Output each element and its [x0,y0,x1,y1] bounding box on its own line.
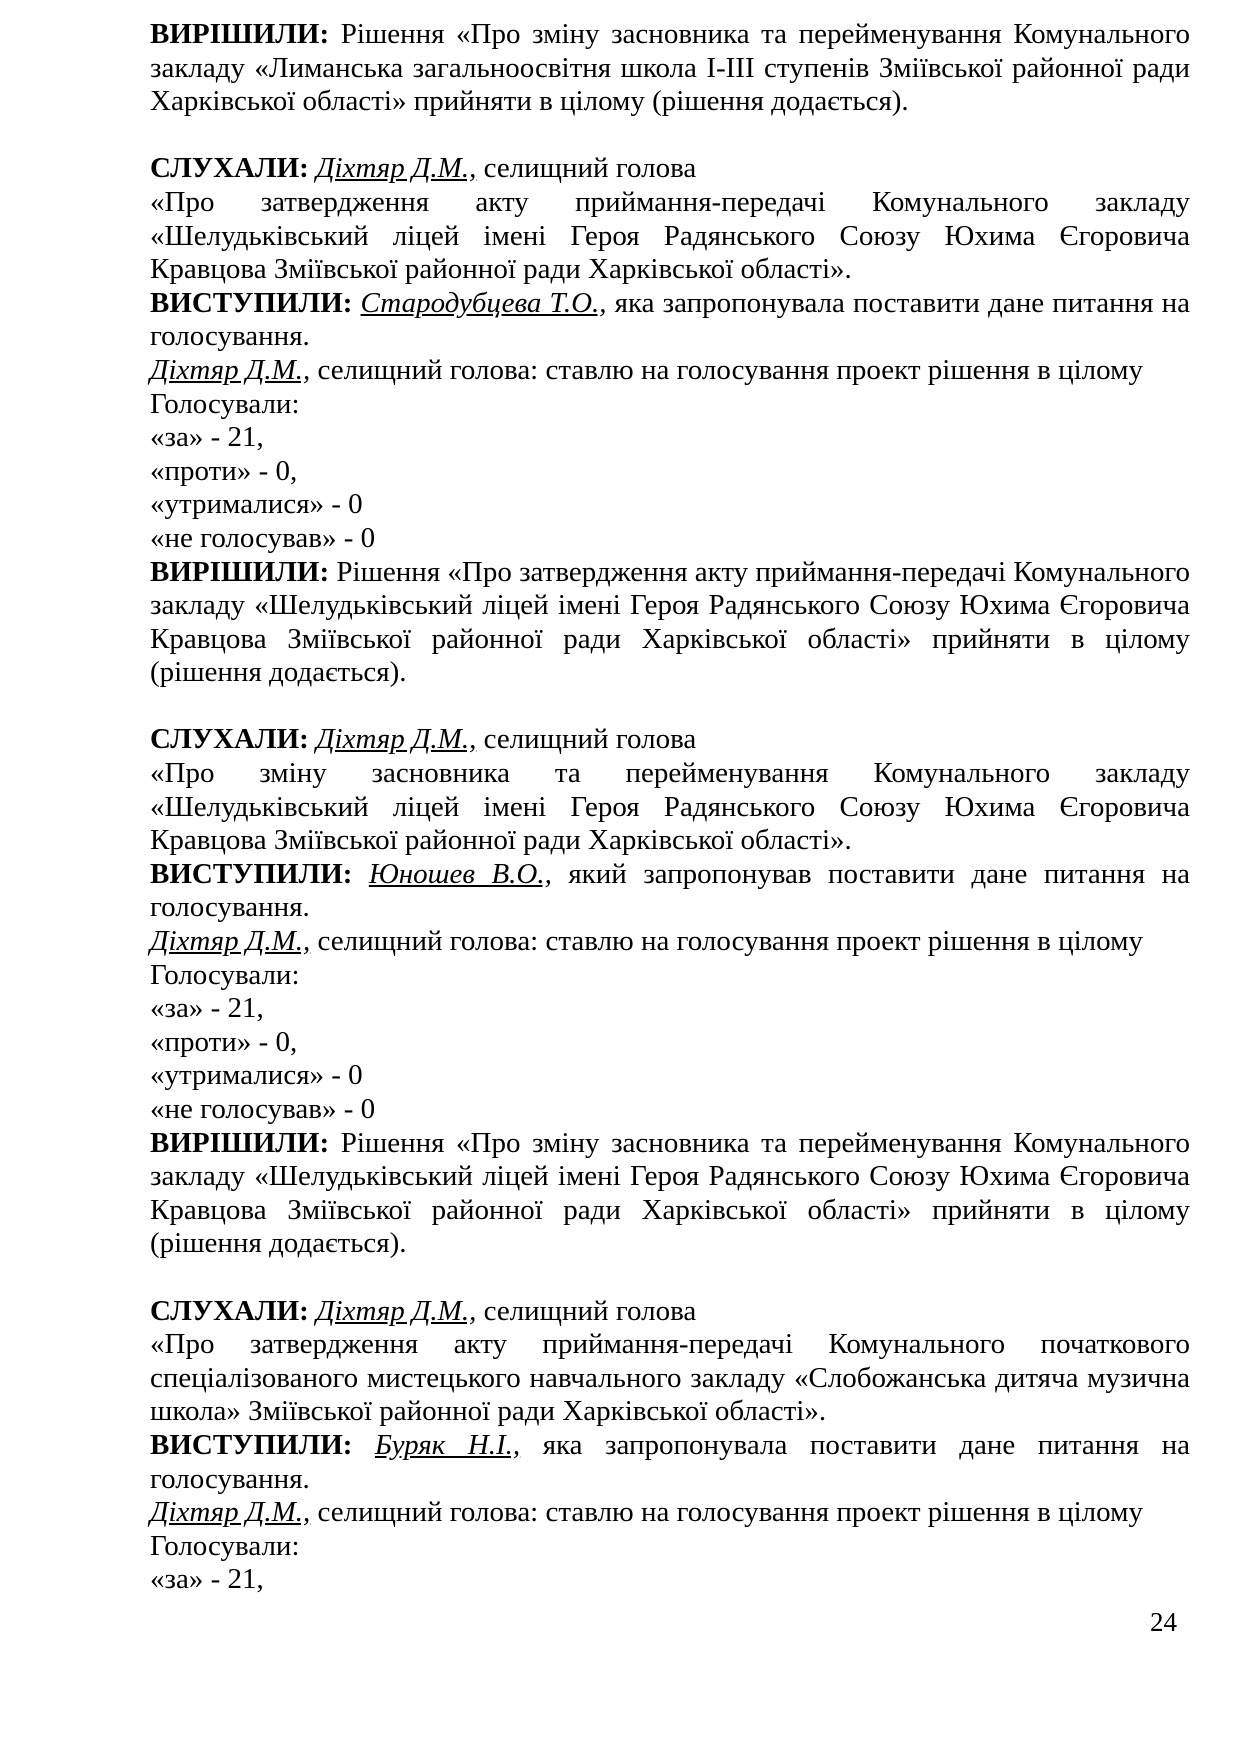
head-text: селищний голова: ставлю на голосування проект рішення в цілому [310,1496,1143,1529]
spoke-label: ВИСТУПИЛИ: [150,286,353,319]
vote-line: «проти» - 0, [150,1025,298,1058]
head-proposal [150,925,1190,959]
heard-paragraph [150,1295,1190,1329]
spoke-text: який запропонував поставити дане питання на голосування. [150,857,1190,924]
vote-line: «за» - 21, [150,421,264,454]
decision-paragraph [150,556,1190,690]
speaker-role: селищний голова [476,1294,697,1327]
heard-label: СЛУХАЛИ: [150,1294,309,1327]
spoke-name: Буряк Н.І., [374,1428,521,1461]
heard-paragraph [150,723,1190,757]
head-name: Діхтяр Д.М., [150,1496,311,1529]
vote-line: Голосували: [150,958,300,991]
vote-line: «проти» - 0, [150,454,298,487]
decision-text: Рішення «Про зміну засновника та перейменування Комунального закладу «Лиманська загальноосвітня школа І-ІІІ ступенів Зміївської районної ради Харківської області» прийняти в цілому (рішення додається). [150,18,1190,118]
spoke-paragraph [150,1429,1190,1496]
vote-line: «за» - 21, [150,1563,264,1596]
decision-text: Рішення «Про затвердження акту приймання-передачі Комунального закладу «Шелудьківський ліцей імені Героя Радянського Союзу Юхима Єгоровича Кравцова Зміївської районної ради Харківської області» прийняти в цілому (рішення додається). [150,555,1190,689]
spoke-paragraph [150,858,1190,925]
decided-label: ВИРІШИЛИ: [150,1126,330,1159]
head-name: Діхтяр Д.М., [150,925,311,958]
heard-paragraph [150,152,1190,186]
spoke-label: ВИСТУПИЛИ: [150,1428,353,1461]
vote-line: «за» - 21, [150,992,264,1025]
spoke-label: ВИСТУПИЛИ: [150,857,353,890]
decision-paragraph [150,18,1190,119]
vote-line: «не голосував» - 0 [150,1093,376,1125]
page-number: 24 [1150,1607,1177,1637]
spoke-name: Стародубцева Т.О., [360,286,607,319]
speaker-name: Діхтяр Д.М., [316,152,477,185]
head-text: селищний голова: ставлю на голосування проект рішення в цілому [310,925,1143,958]
heard-label: СЛУХАЛИ: [150,152,309,185]
head-name: Діхтяр Д.М., [150,353,311,386]
speaker-name: Діхтяр Д.М., [316,1294,477,1327]
speaker-role: селищний голова [476,152,697,185]
vote-line: «утрималися» - 0 [150,488,363,521]
decision-paragraph [150,1127,1190,1261]
speaker-name: Діхтяр Д.М., [316,723,477,756]
decided-label: ВИРІШИЛИ: [150,18,330,50]
spoke-text: яка запропонувала поставити дане питання на голосування. [150,286,1191,353]
spoke-text: яка запропонувала поставити дане питання на голосування. [150,1428,1190,1495]
agenda-topic: «Про зміну засновника та перейменування Комунального закладу «Шелудьківський ліцей імені Героя Радянського Союзу Юхима Єгоровича Кравцова Зміївської районної ради Харківської області». [150,757,1190,857]
spoke-paragraph [150,287,1190,354]
vote-line: «утрималися» - 0 [150,1059,363,1092]
head-proposal [150,1496,1190,1530]
vote-line: «не голосував» - 0 [150,521,376,554]
vote-line: Голосували: [150,1529,300,1562]
decision-text: Рішення «Про зміну засновника та перейменування Комунального закладу «Шелудьківський ліцей імені Героя Радянського Союзу Юхима Єгоровича Кравцова Зміївської районної ради Харківської області» прийняти в цілому (рішення додається). [150,1126,1190,1260]
agenda-topic: «Про затвердження акту приймання-передачі Комунального початкового спеціалізованого мистецького навчального закладу «Слобожанська дитяча музична школа» Зміївської районної ради Харківської області». [150,1328,1190,1428]
heard-label: СЛУХАЛИ: [150,723,309,756]
vote-line: Голосували: [150,387,300,420]
decided-label: ВИРІШИЛИ: [150,555,330,588]
agenda-topic: «Про затвердження акту приймання-передачі Комунального закладу «Шелудьківський ліцей імені Героя Радянського Союзу Юхима Єгоровича Кравцова Зміївської районної ради Харківської області». [150,185,1190,286]
head-text: селищний голова: ставлю на голосування проект рішення в цілому [310,353,1143,386]
speaker-role: селищний голова [476,723,697,756]
document-page [150,18,1190,1597]
spoke-name: Юношев В.О., [368,857,552,890]
head-proposal [150,354,1190,388]
